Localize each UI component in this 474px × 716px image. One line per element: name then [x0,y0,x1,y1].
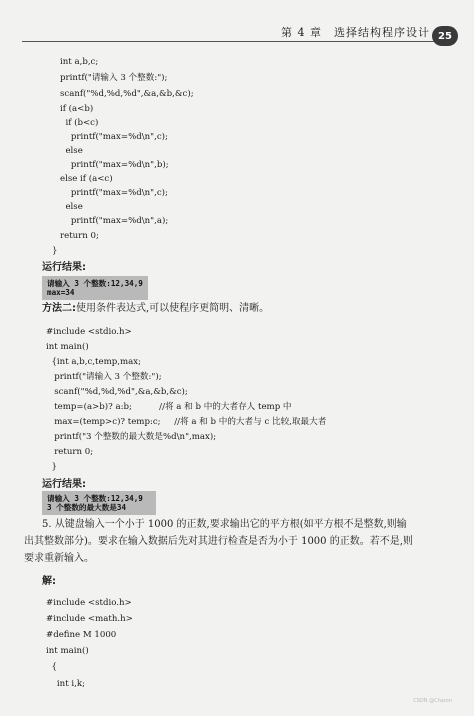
code-line: printf("max=%d\n",c); [60,132,168,142]
code-line: printf("请输入 3 个整数:"); [60,73,168,83]
watermark: CSDN @Charon [413,698,452,704]
code-line: scanf("%d,%d,%d",&a,&b,&c); [46,387,188,397]
code-line: #include <stdio.h> [46,598,132,608]
code-line: else [60,146,83,156]
program-output-2 [42,491,156,515]
output-line: 请输入 3 个整数:12,34,9 [47,494,143,503]
code-line: {int a,b,c,temp,max; [46,357,141,367]
problem-5 [24,516,454,567]
solution-label: 解: [42,576,56,587]
code-line: else if (a<c) [60,174,113,184]
code-line: max=(temp>c)? temp:c; //将 a 和 b 中的大者与 c 比较,取最大者 [46,417,327,427]
header-rule [22,41,434,42]
code-line: scanf("%d,%d,%d",&a,&b,&c); [60,89,194,99]
problem-5-line: 出其整数部分)。要求在输入数据后先对其进行检查是否为小于 1000 的正数。若不是,则 [24,536,413,547]
code-line: { [46,662,57,672]
output-line: 3 个整数的最大数是34 [47,503,127,512]
method-two [42,300,269,317]
code-line: } [46,462,57,472]
output-line: 请输入 3 个整数:12,34,9 [47,279,143,288]
code-line: int i,k; [46,679,85,689]
code-line: temp=(a>b)? a:b; //将 a 和 b 中的大者存人 temp 中 [46,402,292,412]
code-line: if (b<c) [60,118,99,128]
code-line: printf("max=%d\n",a); [60,216,169,226]
program-output-1 [42,276,148,300]
code-line: } [52,246,58,256]
code-line: int a,b,c; [60,57,99,67]
output-line: max=34 [47,288,75,297]
page-header [0,0,474,48]
problem-5-line: 5. 从键盘输入一个小于 1000 的正数,要求输出它的平方根(如平方根不是整数,则输 [42,519,407,530]
chapter-title: 第 4 章 选择结构程序设计 [281,26,430,39]
code-line: int main() [46,646,89,656]
code-line: printf("3 个整数的最大数是%d\n",max); [46,432,217,442]
code-line: printf("max=%d\n",b); [60,160,169,170]
code-line: printf("请输入 3 个整数:"); [46,372,162,382]
code-line: printf("max=%d\n",c); [60,188,168,198]
code-line: #define M 1000 [46,630,117,640]
method-two-label: 方法二: [42,303,76,314]
code-line: if (a<b) [60,104,94,114]
problem-5-line: 要求重新输入。 [24,553,94,564]
code-line: #include <stdio.h> [46,327,132,337]
run-result-label: 运行结果: [42,479,86,490]
code-line: return 0; [46,447,94,457]
page-number-badge: 25 [432,26,458,46]
code-line: else [60,202,83,212]
code-line: #include <math.h> [46,614,133,624]
code-line: int main() [46,342,89,352]
method-two-text: 使用条件表达式,可以使程序更简明、清晰。 [76,303,270,314]
run-result-label: 运行结果: [42,262,86,273]
code-line: return 0; [60,231,99,241]
